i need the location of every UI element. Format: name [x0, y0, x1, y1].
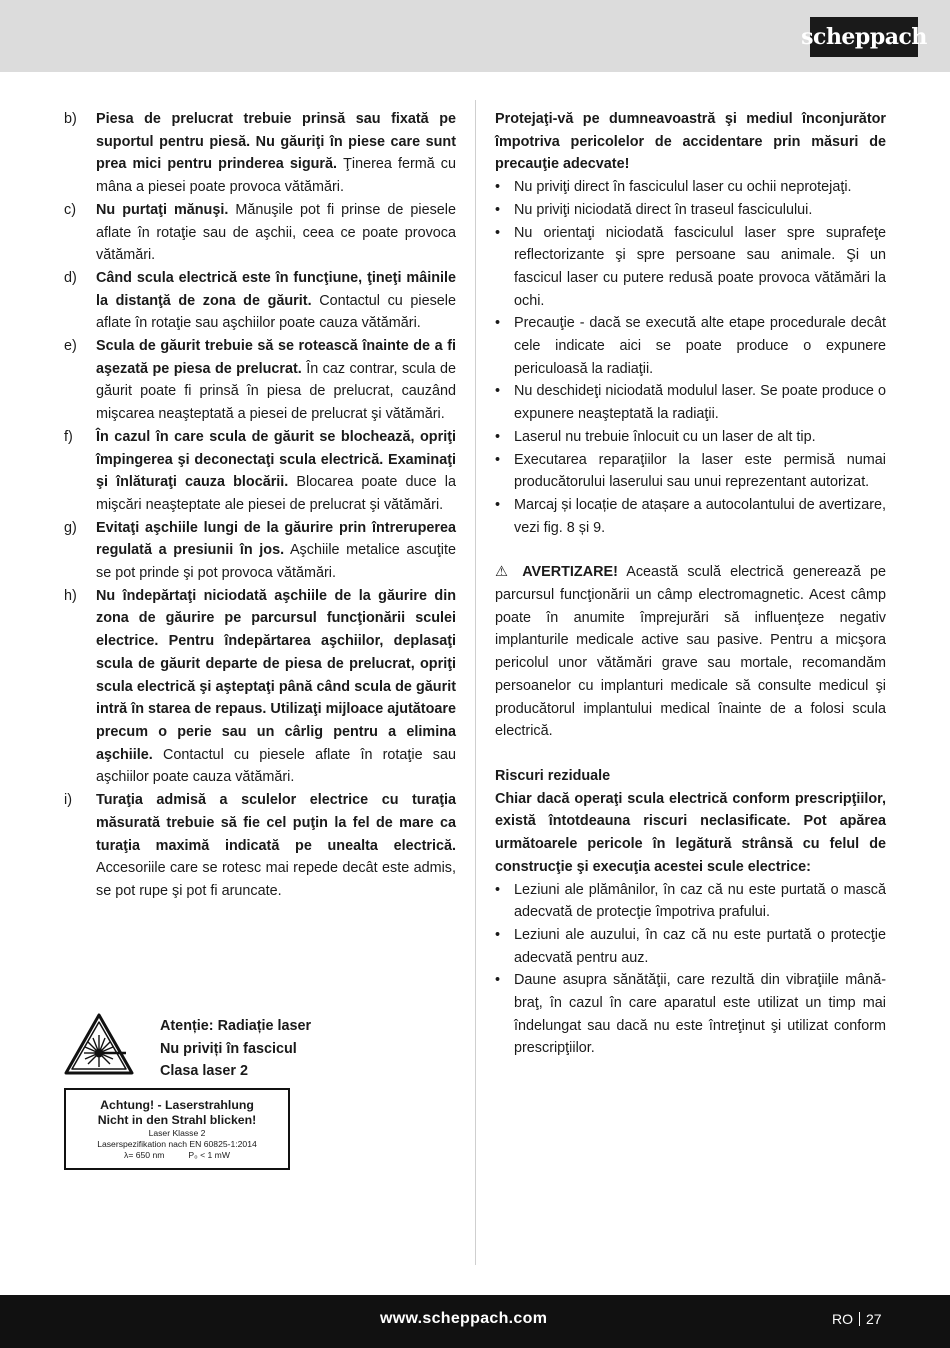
page-indicator [832, 1311, 882, 1327]
bullet-item [495, 312, 886, 380]
laser-power: P₀ < 1 mW [188, 1150, 230, 1160]
item-normal-text: În caz contrar, scula de găurit poate fi prinsă în piesa de prelucrat, cauzând mişcarea neaşteptată a piesei de prelucrat şi vătămări. [96, 360, 456, 423]
bullet-dot-icon: • [495, 451, 501, 468]
item-label: e) [64, 338, 77, 355]
bullet-text: Precauţie - dacă se execută alte etape procedurale decât cele indicate aici se poate produce o expunere periculoasă la radiaţii. [514, 315, 886, 377]
item-label: h) [64, 587, 77, 604]
left-column [64, 108, 456, 903]
instruction-item [64, 426, 456, 517]
instruction-item [64, 585, 456, 789]
item-bold-text: Nu îndepărtaţi niciodată aşchiile de la găurire din zona de găurire pe parcursul funcţionării sculei electrice. Pentru îndepărtarea aşchiilor, deplasaţi scula de găurit departe de piesa de prelucrat, opriţi scula electrică şi aşteptaţi până când scula de găurit intră în starea de repaus. Utilizaţi mijloace ajutătoare precum o perie sau un cârlig pentru a elimina aşchiile. [96, 587, 456, 763]
item-normal-text: Aşchiile metalice ascuţite se pot prinde şi pot provoca vătămări. [96, 542, 457, 582]
laser-label-line-1: Achtung! - Laserstrahlung [100, 1098, 254, 1112]
laser-wavelength: λ= 650 nm [124, 1150, 165, 1160]
laser-label-line-4: Laserspezifikation nach EN 60825-1:2014 [97, 1139, 257, 1149]
bullet-dot-icon: • [495, 224, 501, 241]
emf-warning-paragraph [495, 561, 886, 743]
bullet-item [495, 380, 886, 425]
bullet-item [495, 494, 886, 539]
protection-bullet-list [495, 176, 886, 539]
item-normal-text: Blocarea poate duce la mişcări neaşteptate ale piesei de prelucrat şi vătămări. [96, 474, 456, 513]
item-bold-text: Piesa de prelucrat trebuie prinsă sau fixată pe suportul pentru piesă. Nu găuriţi în piese care sunt prea mici pentru prinderea sigură. [96, 111, 456, 173]
bullet-dot-icon: • [495, 926, 501, 943]
item-normal-text: Ţinerea fermă cu mâna a piesei poate provoca vătămări. [96, 156, 457, 196]
column-divider [475, 100, 476, 1265]
item-bold-text: În cazul în care scula de găurit se blochează, opriţi împingerea şi deconectaţi scula electrică. Examinaţi şi înlăturaţi cauza blocării. [96, 428, 456, 491]
item-text [96, 585, 456, 789]
instruction-item [64, 199, 456, 267]
item-label: b) [64, 111, 77, 127]
laser-warning-line-3: Clasa laser 2 [160, 1063, 249, 1080]
instruction-item [64, 517, 456, 585]
instruction-item [64, 108, 456, 199]
laser-warning-text [160, 1015, 311, 1083]
bullet-text: Nu priviţi niciodată direct în traseul fasciculului. [514, 201, 813, 218]
bullet-item [495, 449, 886, 494]
website-link[interactable]: www.scheppach.com [380, 1310, 548, 1327]
page-footer [0, 1295, 950, 1348]
item-text [96, 517, 456, 585]
laser-radiation-icon [64, 1013, 134, 1075]
warning-text: Această sculă electrică generează pe parcursul funcţionării un câmp electromagnetic. Acest câmp poate în anumite împrejurări să influenţeze negativ implanturile medicale active sau pasive. Pentru a micşora pericolul unor vătămări grave sau mortale, recomandăm persoanelor cu implanturi medicale să consulte medicul şi producătorul implantului medical înainte de a folosi scula electrică. [495, 564, 886, 740]
bullet-dot-icon: • [495, 315, 501, 332]
laser-label-line-3: Laser Klasse 2 [148, 1128, 206, 1138]
bullet-text: Executarea reparaţiilor la laser este permisă numai producătorului laserului sau unui reprezentant autorizat. [514, 451, 886, 491]
laser-label-specs [66, 1150, 288, 1161]
laser-warning-line-1: Atenție: Radiație laser [160, 1018, 312, 1034]
bullet-text: Leziuni ale auzului, în caz că nu este purtată o protecţie adecvată pentru auz. [514, 926, 886, 966]
warning-triangle-icon: ⚠ [495, 564, 514, 581]
item-label: g) [64, 519, 77, 536]
laser-warning-line-2: Nu priviți în fascicul [160, 1040, 297, 1057]
item-text [96, 335, 456, 426]
bullet-dot-icon: • [495, 972, 501, 989]
instruction-item [64, 335, 456, 426]
bullet-item [495, 924, 886, 969]
brand-logo: scheppach [810, 17, 918, 57]
item-bold-text: Turaţia admisă a sculelor electrice cu turaţia măsurată trebuie să fie cel puţin la fel de mare ca turaţia maximă indicată pe unealta electrică. [96, 792, 456, 854]
bullet-item [495, 176, 886, 199]
bullet-text: Leziuni ale plămânilor, în caz că nu este purtată o mască adecvată de protecţie împotriva prafului. [514, 881, 886, 921]
language-code: RO [832, 1311, 853, 1327]
item-label: c) [64, 201, 76, 218]
item-normal-text: Accesoriile care se rotesc mai repede decât este admis, se pot rupe şi pot fi aruncate. [96, 860, 456, 899]
item-text [96, 789, 456, 903]
bullet-dot-icon: • [495, 179, 501, 196]
page-header [0, 0, 950, 72]
item-bold-text: Scula de găurit trebuie să se rotească înainte de a fi aşezată pe piesa de prelucrat. [96, 338, 456, 377]
bullet-item [495, 969, 886, 1060]
laser-class-label [64, 1088, 290, 1170]
item-normal-text: Mănuşile pot fi prinse de piesele aflate în rotaţie sau de aşchii, ceea ce poate provoca vătămări. [96, 201, 457, 264]
bullet-text: Nu deschideţi niciodată modulul laser. Se poate produce o expunere neaşteptată la radiaţii. [514, 383, 886, 423]
bullet-dot-icon: • [495, 428, 501, 445]
laser-label-line-2: Nicht in den Strahl blicken! [97, 1113, 257, 1127]
bullet-item [495, 426, 886, 449]
item-bold-text: Evitaţi aşchiile lungi de la găurire prin întreruperea regulată a presiunii în jos. [96, 519, 456, 559]
laser-warning-block [64, 1013, 464, 1083]
bullet-text: Marcaj și locație de atașare a autocolantului de avertizare, vezi fig. 8 și 9. [514, 496, 886, 536]
residual-risks-intro: Chiar dacă operaţi scula electrică conform prescripţiilor, există întotdeauna riscuri neclasificate. Pot apărea următoarele pericole în legătură strânsă cu felul de construcţie şi execuţia acestei scule electrice: [495, 790, 886, 875]
item-label: d) [64, 269, 77, 286]
bullet-item [495, 222, 886, 313]
bullet-text: Nu orientaţi niciodată fasciculul laser spre suprafeţe reflectorizante şi spre persoane sau animale. Şi un fascicul laser cu putere redusă poate provoca vătămări la ochi. [514, 224, 886, 309]
item-bold-text: Nu purtaţi mănuşi. [96, 201, 229, 218]
bullet-dot-icon: • [495, 496, 501, 513]
residual-risks-list [495, 879, 886, 1061]
item-label: i) [64, 792, 72, 809]
item-text [96, 267, 456, 335]
item-text [96, 108, 456, 199]
instruction-item [64, 267, 456, 335]
bullet-text: Laserul nu trebuie înlocuit cu un laser de alt tip. [514, 428, 816, 445]
right-column [495, 108, 886, 1060]
bullet-dot-icon: • [495, 201, 501, 218]
item-normal-text: Contactul cu piesele aflate în rotaţie sau aşchiilor poate cauza vătămări. [96, 292, 457, 332]
bullet-item [495, 879, 886, 924]
item-text [96, 199, 456, 267]
bullet-dot-icon: • [495, 881, 501, 898]
warning-label: AVERTIZARE! [522, 564, 618, 581]
item-bold-text: Când scula electrică este în funcţiune, ţineţi mâinile la distanţă de zona de găurit. [96, 269, 456, 309]
residual-risks-heading: Riscuri reziduale [495, 767, 611, 784]
instruction-item [64, 789, 456, 903]
bullet-text: Daune asupra sănătăţii, care rezultă din vibraţiile mână-braţ, în cazul în care aparatul este utilizat un timp mai îndelungat sau dacă nu este întreţinut şi utilizat conform prescripţiilor. [514, 972, 886, 1057]
item-label: f) [64, 428, 73, 445]
protection-heading: Protejaţi-vă pe dumneavoastră şi mediul înconjurător împotriva pericolelor de accidentare prin măsuri de precauţie adecvate! [495, 111, 886, 173]
bullet-dot-icon: • [495, 383, 501, 400]
item-normal-text: Contactul cu piesele aflate în rotaţie sau aşchiilor poate cauza vătămări. [96, 746, 456, 786]
bullet-item [495, 199, 886, 222]
bullet-text: Nu priviţi direct în fasciculul laser cu ochii neprotejaţi. [514, 179, 852, 196]
page-number: 27 [866, 1311, 882, 1327]
item-text [96, 426, 456, 517]
